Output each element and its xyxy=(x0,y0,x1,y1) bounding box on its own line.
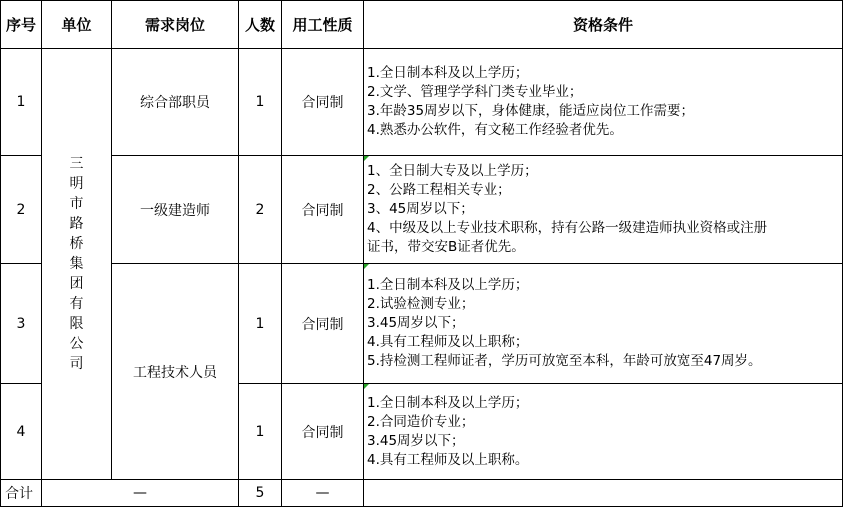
total-nature: — xyxy=(282,480,364,507)
header-row xyxy=(1,1,843,49)
row-count: 1 xyxy=(239,384,282,480)
condition-line: 4、中级及以上专业技术职称，持有公路一级建造师执业资格或注册 xyxy=(367,220,768,236)
condition-line: 2、公路工程相关专业； xyxy=(367,182,511,198)
row-nature: 合同制 xyxy=(282,156,364,264)
comment-indicator xyxy=(364,156,369,161)
condition-line: 1.全日制本科及以上学历； xyxy=(367,65,529,81)
row-count: 1 xyxy=(239,264,282,384)
row-count: 2 xyxy=(239,156,282,264)
comment-indicator xyxy=(364,384,369,389)
unit-char: 明 xyxy=(69,176,84,192)
total-label: 合计 xyxy=(1,480,42,507)
table-row xyxy=(1,49,843,156)
unit-char: 团 xyxy=(69,276,84,292)
unit-char: 公 xyxy=(69,336,84,352)
unit-char: 集 xyxy=(69,256,84,272)
condition-line: 3、45周岁以下； xyxy=(367,201,474,217)
condition-line: 1.全日制本科及以上学历； xyxy=(367,277,529,293)
row-position: 综合部职员 xyxy=(112,49,239,156)
row-no: 3 xyxy=(1,264,42,384)
header-count: 人数 xyxy=(239,1,282,49)
unit-char: 三 xyxy=(69,156,84,172)
row-nature: 合同制 xyxy=(282,264,364,384)
unit-char: 市 xyxy=(69,196,84,212)
row-nature: 合同制 xyxy=(282,49,364,156)
condition-line: 4.具有工程师及以上职称。 xyxy=(367,451,529,468)
condition-line: 4.具有工程师及以上职称； xyxy=(367,334,529,350)
condition-line: 4.熟悉办公软件，有文秘工作经验者优先。 xyxy=(367,122,623,138)
row-conditions xyxy=(364,49,843,156)
header-position: 需求岗位 xyxy=(112,1,239,49)
condition-line: 2.合同造价专业； xyxy=(367,413,475,430)
unit-char: 限 xyxy=(69,316,84,332)
unit-char: 路 xyxy=(69,216,84,232)
header-unit: 单位 xyxy=(42,1,112,49)
row-no: 4 xyxy=(1,384,42,480)
condition-line: 5.持检测工程师证者，学历可放宽至本科，年龄可放宽至47周岁。 xyxy=(367,353,762,369)
condition-line: 3.年龄35周岁以下，身体健康，能适应岗位工作需要； xyxy=(367,103,695,119)
condition-line: 3.45周岁以下； xyxy=(367,432,465,449)
unit-char: 司 xyxy=(69,356,84,372)
row-no: 1 xyxy=(1,49,42,156)
table-row xyxy=(1,264,843,384)
total-unit: — xyxy=(42,480,239,507)
total-conditions xyxy=(364,480,843,507)
comment-indicator xyxy=(364,264,369,269)
unit-char: 桥 xyxy=(69,236,84,252)
condition-line: 3.45周岁以下； xyxy=(367,315,465,331)
header-no: 序号 xyxy=(1,1,42,49)
condition-line: 1.全日制本科及以上学历； xyxy=(367,394,529,411)
condition-line: 证书，带交安B证者优先。 xyxy=(367,239,525,255)
header-conditions: 资格条件 xyxy=(364,1,843,49)
header-nature: 用工性质 xyxy=(282,1,364,49)
unit-char: 有 xyxy=(69,296,84,312)
table-row xyxy=(1,156,843,264)
row-nature: 合同制 xyxy=(282,384,364,480)
total-row xyxy=(1,480,843,507)
unit-name-cell xyxy=(42,49,112,480)
row-count: 1 xyxy=(239,49,282,156)
row-conditions xyxy=(364,384,843,480)
row-no: 2 xyxy=(1,156,42,264)
condition-line: 2.试验检测专业； xyxy=(367,296,475,312)
condition-line: 2.文学、管理学学科门类专业毕业； xyxy=(367,84,583,100)
row-position: 工程技术人员 xyxy=(112,264,239,480)
condition-line: 1、全日制大专及以上学历； xyxy=(367,163,538,179)
row-conditions xyxy=(364,156,843,264)
total-count: 5 xyxy=(239,480,282,507)
row-position: 一级建造师 xyxy=(112,156,239,264)
row-conditions xyxy=(364,264,843,384)
